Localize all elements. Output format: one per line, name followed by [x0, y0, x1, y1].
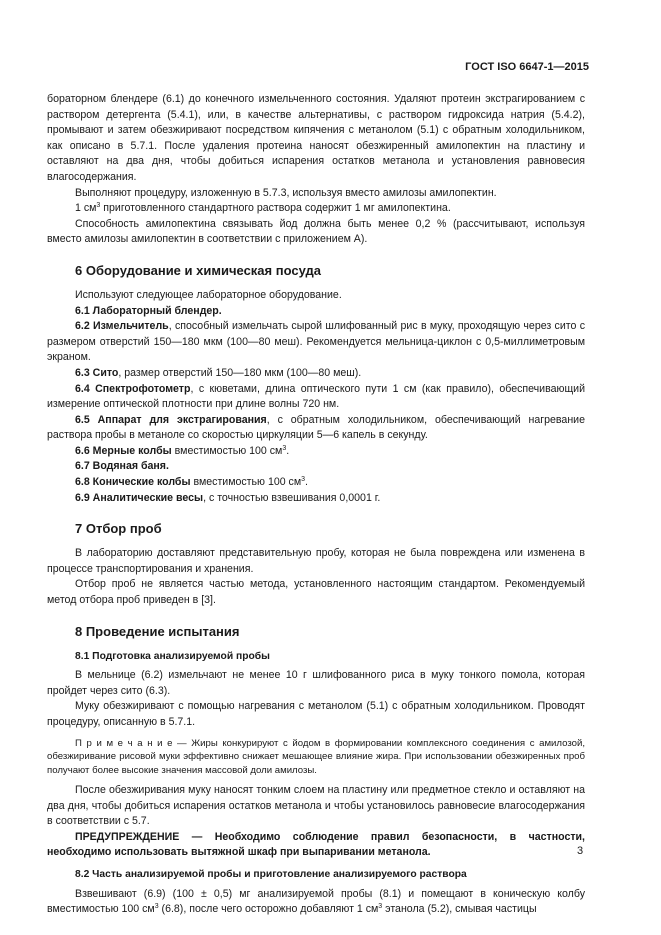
intro-paragraph: 1 $см^3$ приготовленного стандартного раствора содержит 1 мг амилопектина.: [75, 202, 451, 215]
section-8-paragraph: После обезжиривания муку наносят тонким слоем на пластину или предметное стекло и оставляют на два дня, чтобы добиться испарения остатков метанола и чтобы установилось равновесие влагосодержания в соответствии с 5.7.: [47, 784, 585, 828]
note: П р и м е ч а н и е — Жиры конкурируют с йодом в формировании комплексного соединения с амилозой, обезжиривание рисовой муки эффективно снижает мешающее влияние жира. При использовании обезжиренных проб получают более высокие значения массовой доли амилозы.: [47, 737, 585, 776]
subsection-8-1-title: 8.1 Подготовка анализируемой пробы: [75, 650, 270, 662]
item-6-5: 6.5 Аппарат для экстрагирования, с обратным холодильником, обеспечивающий нагревание раствора пробы в метаноле со скоростью циркуляции 5—6 капель в секунду.: [47, 413, 585, 442]
item-6-6: 6.6 Мерные колбы вместимостью 100 $см^3$.: [75, 444, 290, 457]
item-6-1: 6.1 Лабораторный блендер.: [75, 304, 222, 317]
item-6-9: 6.9 Аналитические весы, с точностью взвешивания 0,0001 г.: [75, 491, 381, 504]
intro-paragraph: Способность амилопектина связывать йод должна быть менее 0,2 % (рассчитывают, используя вместо амилозы амилопектин в соответствии с приложением А).: [47, 217, 585, 246]
item-6-2: 6.2 Измельчитель, способный измельчать сырой шлифованный рис в муку, проходящую через сито с размером отверстий 150—180 мкм (100—80 меш). Рекомендуется мельница-циклон с 0,5-миллиметровым экраном.: [47, 320, 586, 364]
item-6-4: 6.4 Спектрофотометр, с кюветами, длина оптического пути 1 см (как правило), обеспечивающий измерение оптической плотности при длине волны 720 нм.: [47, 382, 585, 411]
section-6-intro: Используют следующее лабораторное оборудование.: [75, 288, 342, 301]
section-8-paragraph: Муку обезжиривают с помощью нагревания с метанолом (5.1) с обратным холодильником. Проводят процедуру, описанную в 5.7.1.: [47, 700, 585, 728]
section-7-paragraph: В лабораторию доставляют представительную пробу, которая не была повреждена или изменена в процессе транспортирования и хранения.: [47, 547, 585, 575]
item-6-3: 6.3 Сито, размер отверстий 150—180 мкм (100—80 меш).: [75, 366, 362, 379]
subsection-8-2-title: 8.2 Часть анализируемой пробы и приготовление анализируемого раствора: [75, 869, 467, 881]
section-7-paragraph: Отбор проб не является частью метода, установленного настоящим стандартом. Рекомендуемый метод отбора проб приведен в [3].: [47, 578, 585, 607]
page-number: 3: [577, 845, 584, 857]
page-header: ГОСТ ISO 6647-1—2015: [465, 61, 589, 73]
item-6-8: 6.8 Конические колбы вместимостью 100 $см^3$.: [75, 476, 308, 489]
safety-warning: ПРЕДУПРЕЖДЕНИЕ — Необходимо соблюдение правил безопасности, в частности, необходимо использовать вытяжной шкаф при выпаривании метанола.: [47, 830, 585, 859]
intro-paragraph: бораторном блендере (6.1) до конечного измельченного состояния. Удаляют протеин экстрагированием с раствором детергента (5.4.1), или, в качестве альтернативы, с раствором гидроксида натрия (5.4.2), промывают и затем обезжиривают посредством кипячения с метанолом (5.1) с обратным холодильником, как описано в 5.7.1. После удаления протеина наносят обезжиренный амилопектин на пластину и оставляют на два дня, чтобы добиться испарения остатков метанола и установления равновесия влагосодержания.: [47, 93, 585, 183]
section-7-title: 7 Отбор проб: [75, 521, 162, 537]
section-8-title: 8 Проведение испытания: [75, 623, 240, 639]
section-8-paragraph: Взвешивают (6.9) (100 ± 0,5) мг анализируемой пробы (8.1) и помещают в коническую колбу вместимостью 100 $см^3$ (6.8), после чего осторожно добавляют 1 $см^3$ этанола (5.2), смывая частицы: [47, 887, 585, 916]
section-8-paragraph: В мельнице (6.2) измельчают не менее 10 г шлифованного риса в муку тонкого помола, которая пройдет через сито (6.3).: [47, 669, 585, 697]
page-content: [47, 92, 585, 918]
item-6-7: 6.7 Водяная баня.: [75, 460, 169, 473]
intro-paragraph: Выполняют процедуру, изложенную в 5.7.3, используя вместо амилозы амилопектин.: [75, 186, 497, 199]
section-6-title: 6 Оборудование и химическая посуда: [75, 262, 321, 278]
